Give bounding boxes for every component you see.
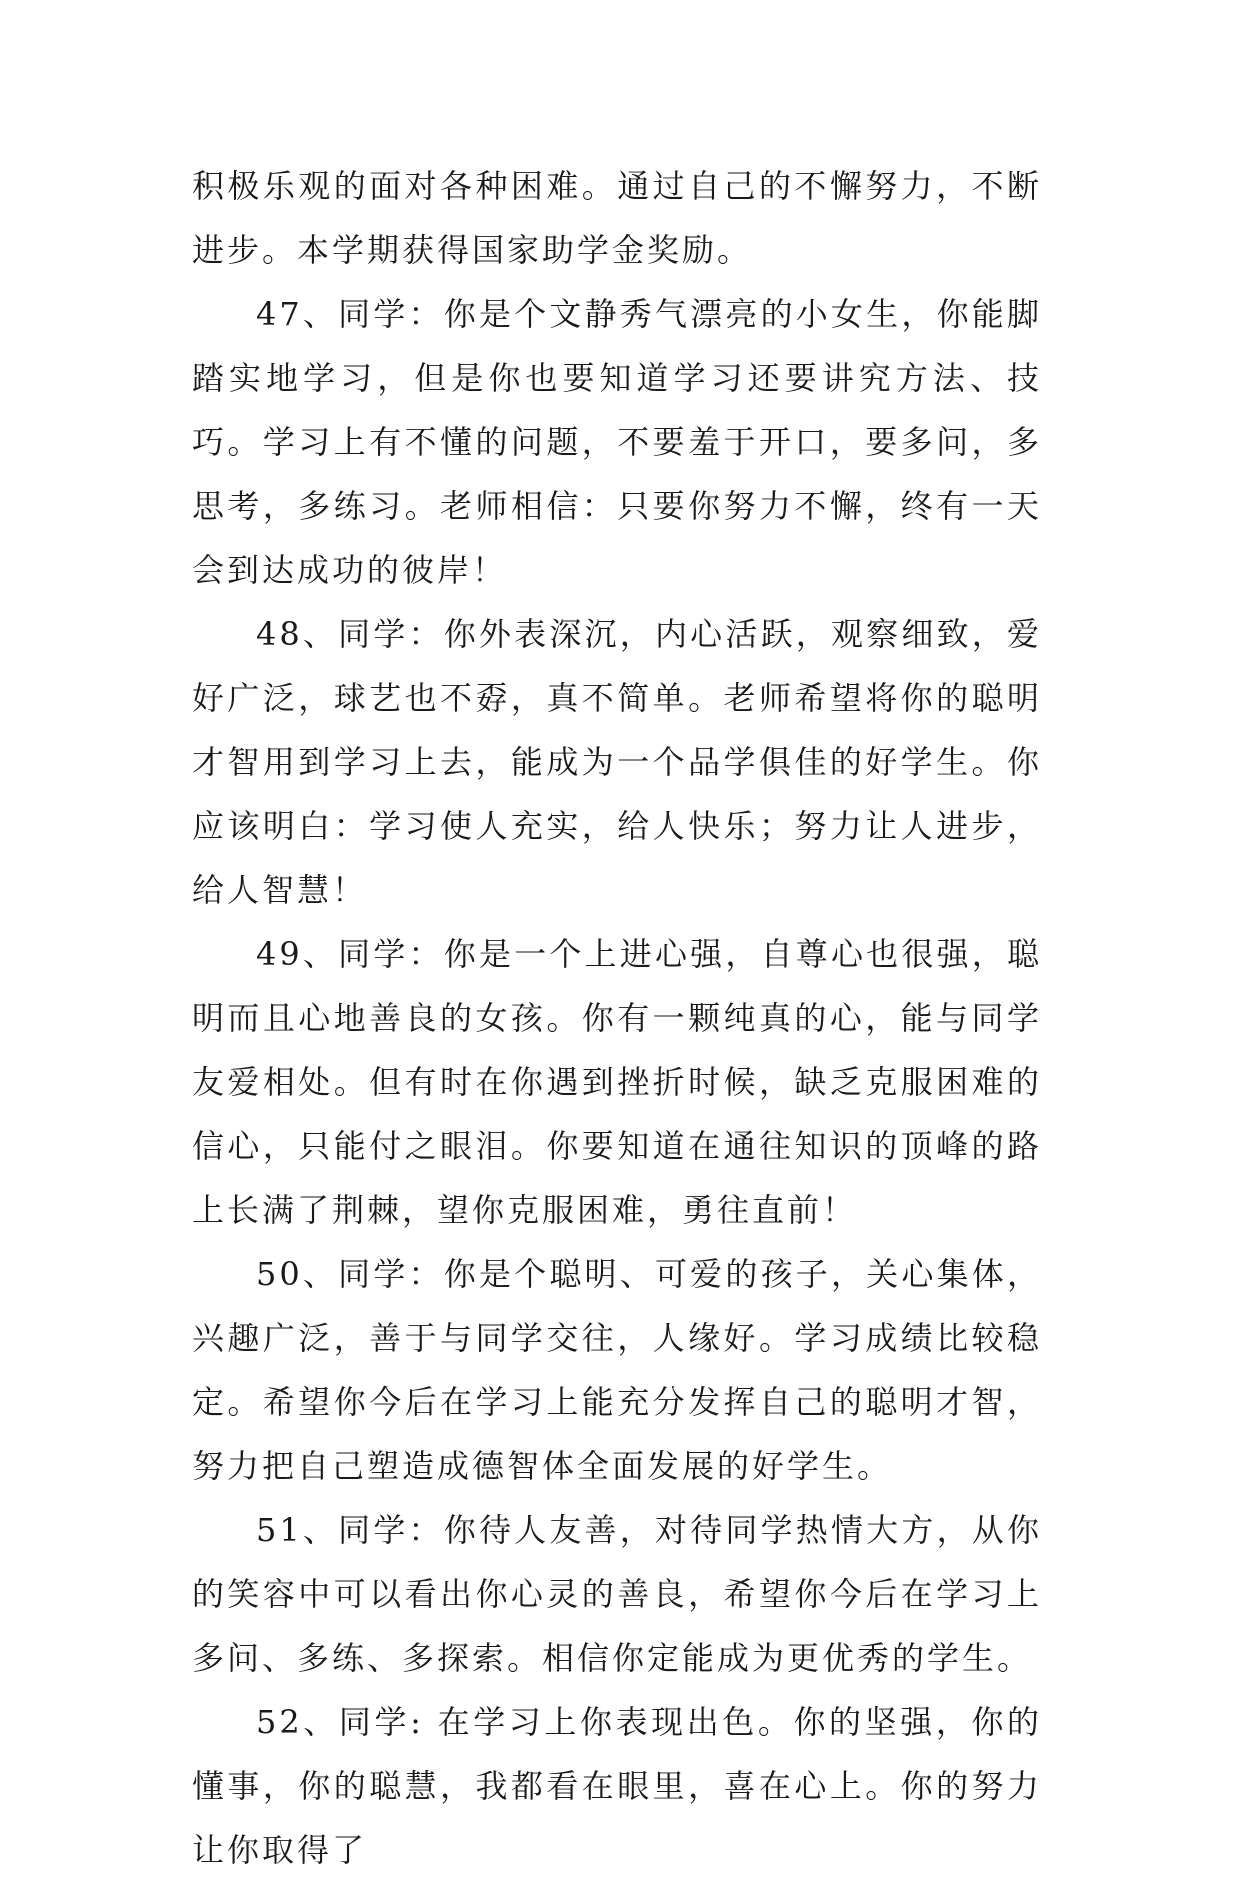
paragraph-51: 51、同学：你待人友善，对待同学热情大方，从你的笑容中可以看出你心灵的善良，希望你今后在学习上多问、多练、多探索。相信你定能成为更优秀的学生。 bbox=[192, 1511, 1042, 1677]
paragraph-47: 47、同学：你是个文静秀气漂亮的小女生，你能脚踏实地学习，但是你也要知道学习还要讲究方法、技巧。学习上有不懂的问题，不要羞于开口，要多问，多思考，多练习。老师相信：只要你努力不懈，终有一天会到达成功的彼岸！ bbox=[192, 295, 1042, 589]
paragraph-49: 49、同学：你是一个上进心强，自尊心也很强，聪明而且心地善良的女孩。你有一颗纯真的心，能与同学友爱相处。但有时在你遇到挫折时候，缺乏克服困难的信心，只能付之眼泪。你要知道在通往知识的顶峰的路上长满了荆棘，望你克服困难，勇往直前！ bbox=[192, 935, 1042, 1229]
paragraph-52: 52、同学: 在学习上你表现出色。你的坚强，你的懂事，你的聪慧，我都看在眼里，喜在心上。你的努力让你取得了 bbox=[192, 1703, 1042, 1869]
paragraph-50: 50、同学：你是个聪明、可爱的孩子，关心集体，兴趣广泛，善于与同学交往，人缘好。学习成绩比较稳定。希望你今后在学习上能充分发挥自己的聪明才智，努力把自己塑造成德智体全面发展的好学生。 bbox=[192, 1255, 1042, 1485]
document-body bbox=[192, 154, 1042, 1882]
paragraph-48: 48、同学：你外表深沉，内心活跃，观察细致，爱好广泛，球艺也不孬，真不简单。老师希望将你的聪明才智用到学习上去，能成为一个品学俱佳的好学生。你应该明白：学习使人充实，给人快乐；努力让人进步，给人智慧！ bbox=[192, 615, 1042, 909]
paragraph-intro: 积极乐观的面对各种困难。通过自己的不懈努力，不断进步。本学期获得国家助学金奖励。 bbox=[192, 167, 1042, 269]
